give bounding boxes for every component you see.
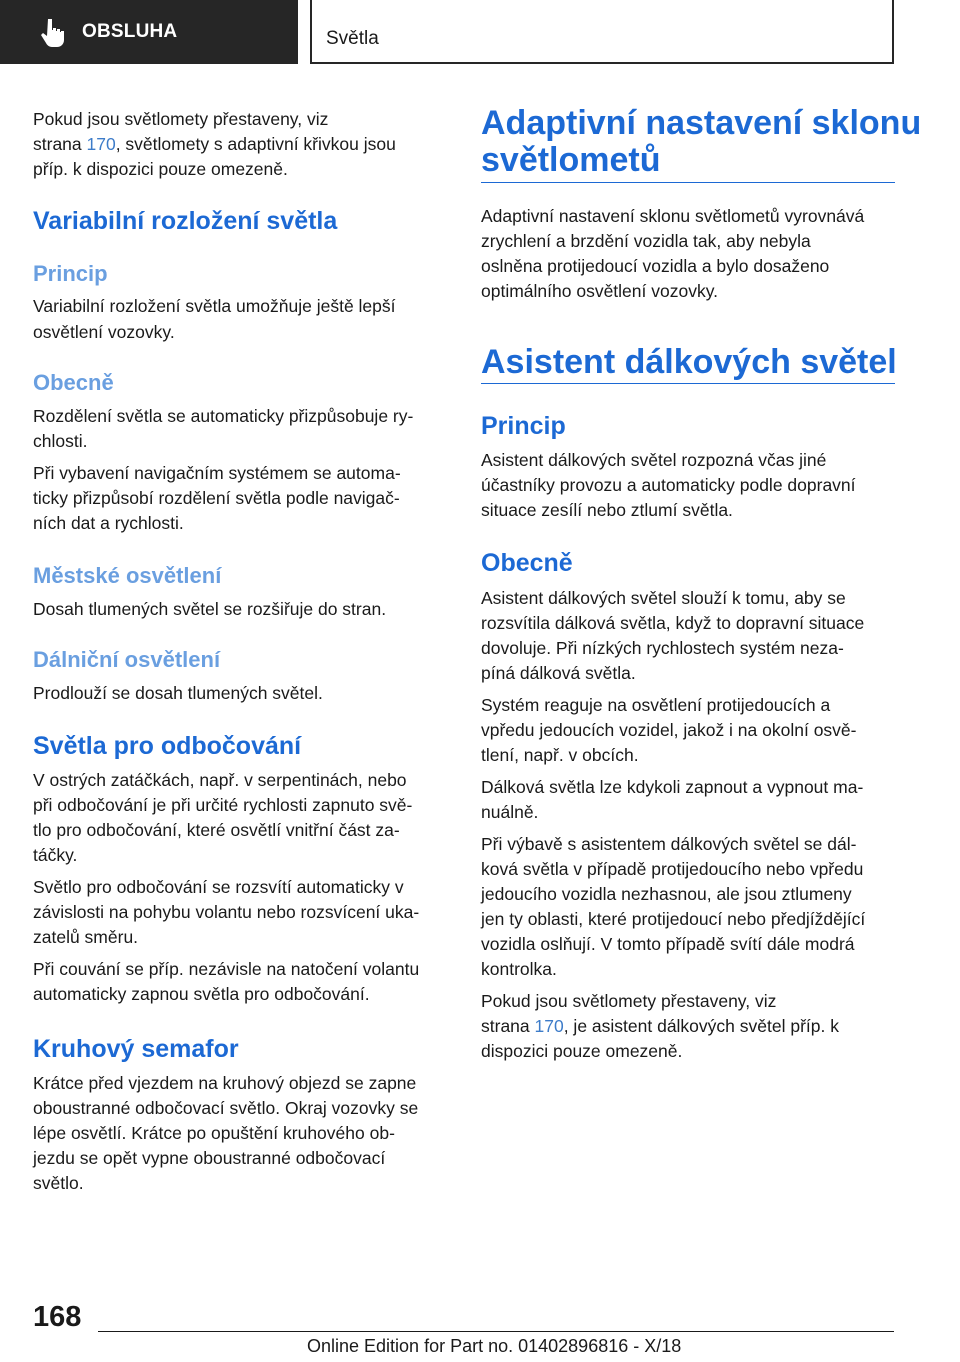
text-line: Pokud jsou světlomety přestaveny, viz	[481, 991, 777, 1011]
text-line: Asistent dálkových světel slouží k tomu, aby se	[481, 588, 846, 608]
text-line: automaticky zapnou světla pro odbočování.	[33, 984, 370, 1004]
text-line: tlení, např. v obcích.	[481, 745, 639, 765]
text-line: kontrolka.	[481, 959, 557, 979]
heading-princip: Princip	[33, 261, 108, 286]
text-line: oslněna protijedoucí vozidla a bylo dosaženo	[481, 256, 830, 276]
text-line: ních dat a rychlosti.	[33, 513, 184, 533]
heading-asistent: Asistent dálkových světel	[481, 343, 897, 381]
text-line: tlo pro odbočování, které osvětlí vnitřní část za‐	[33, 820, 400, 840]
intro-line	[33, 132, 396, 157]
intro-line: Pokud jsou světlomety přestaveny, viz	[33, 109, 329, 129]
text-line: Při couvání se příp. nezávisle na natočení volantu	[33, 959, 420, 979]
page-link-170[interactable]: 170	[534, 1016, 564, 1036]
text-line: optimálního osvětlení vozovky.	[481, 281, 719, 301]
footer-rule	[98, 1331, 894, 1332]
text-line: ticky přizpůsobí rozdělení světla podle navigač‐	[33, 488, 400, 508]
heading-odbocovani: Světla pro odbočování	[33, 732, 302, 760]
text-line: jen ty oblasti, které protijedoucí nebo předjíždějící	[481, 909, 866, 929]
page-number: 168	[33, 1301, 82, 1333]
text-line: Systém reaguje na osvětlení protijedoucích a	[481, 695, 831, 715]
text-line: vpředu jedoucích vozidel, jakož i na okolní osvě‐	[481, 720, 857, 740]
text-line: ková světla v případě protijedoucího nebo vpředu	[481, 859, 864, 879]
header-section-tab[interactable]	[0, 0, 298, 64]
heading-rule	[481, 182, 895, 183]
page-link-170[interactable]: 170	[86, 134, 116, 154]
text-line: světlo.	[33, 1173, 84, 1193]
heading-obecne: Obecně	[33, 370, 114, 395]
text-line: Krátce před vjezdem na kruhový objezd se zapne	[33, 1073, 417, 1093]
text-line: Asistent dálkových světel rozpozná včas jiné	[481, 450, 827, 470]
intro-line: příp. k dispozici pouze omezeně.	[33, 159, 288, 179]
text-line: osvětlení vozovky.	[33, 322, 175, 342]
text-line: nuálně.	[481, 802, 539, 822]
text-line: oboustranné odbočovací světlo. Okraj vozovky se	[33, 1098, 419, 1118]
text-line: Adaptivní nastavení sklonu světlometů vyrovnává	[481, 206, 865, 226]
text-line: Světlo pro odbočování se rozsvítí automaticky v	[33, 877, 404, 897]
text-line: Při výbavě s asistentem dálkových světel se dál‐	[481, 834, 857, 854]
text-line	[481, 1014, 839, 1039]
hand-pointer-icon	[40, 17, 66, 47]
heading-dalnicni: Dálniční osvětlení	[33, 647, 221, 672]
heading-adaptivni: Adaptivní nastavení sklonu	[481, 104, 922, 142]
heading-rule	[481, 383, 895, 384]
text-line: dispozici pouze omezeně.	[481, 1041, 683, 1061]
intro-text: strana	[33, 134, 87, 154]
text-line: jezdu se opět vypne oboustranné odbočovací	[33, 1148, 386, 1168]
text-line: zatelů směru.	[33, 927, 139, 947]
text-line: táčky.	[33, 845, 78, 865]
text-fragment: strana	[481, 1016, 535, 1036]
text-line: vozidla oslňují. V tomto případě svítí dále modrá	[481, 934, 855, 954]
text-line: V ostrých zatáčkách, např. v serpentinách, nebo	[33, 770, 407, 790]
text-line: píná dálková světla.	[481, 663, 636, 683]
text-line: Dosah tlumených světel se rozšiřuje do stran.	[33, 599, 387, 619]
heading-obecne: Obecně	[481, 549, 573, 577]
text-line: Při vybavení navigačním systémem se automa‐	[33, 463, 401, 483]
text-line: dovoluje. Při nízkých rychlostech systém neza‐	[481, 638, 844, 658]
header-section-label: OBSLUHA	[82, 21, 178, 42]
text-line: Prodlouží se dosah tlumených světel.	[33, 683, 323, 703]
text-line: situace zesílí nebo ztlumí světla.	[481, 500, 733, 520]
text-line: chlosti.	[33, 431, 88, 451]
text-fragment: , je asistent dálkových světel příp. k	[563, 1016, 839, 1036]
footer-edition: Online Edition for Part no. 01402896816 - X/18	[307, 1336, 682, 1356]
heading-mestske: Městské osvětlení	[33, 563, 222, 588]
text-line: závislosti na pohybu volantu nebo rozsvícení uka‐	[33, 902, 420, 922]
text-line: zrychlení a brzdění vozidla tak, aby nebyla	[481, 231, 811, 251]
heading-adaptivni: světlometů	[481, 141, 661, 179]
header-chapter	[310, 0, 894, 64]
heading-variabilni: Variabilní rozložení světla	[33, 207, 338, 235]
heading-princip: Princip	[481, 412, 566, 440]
text-line: jedoucího vozidla nezhasnou, ale jsou ztlumeny	[481, 884, 852, 904]
text-line: účastníky provozu a automaticky podle dopravní	[481, 475, 856, 495]
text-line: rozsvítila dálková světla, když to dopravní situace	[481, 613, 865, 633]
text-line: lépe osvětlí. Krátce po opuštění kruhového ob‐	[33, 1123, 395, 1143]
header-chapter-label: Světla	[326, 28, 379, 49]
text-line: Variabilní rozložení světla umožňuje ještě lepší	[33, 296, 396, 316]
text-line: Dálková světla lze kdykoli zapnout a vypnout ma‐	[481, 777, 864, 797]
text-line: při odbočování je při určité rychlosti zapnuto svě‐	[33, 795, 413, 815]
text-line: Rozdělení světla se automaticky přizpůsobuje ry‐	[33, 406, 414, 426]
heading-kruhovy: Kruhový semafor	[33, 1035, 239, 1063]
intro-text: , světlomety s adaptivní křivkou jsou	[115, 134, 396, 154]
